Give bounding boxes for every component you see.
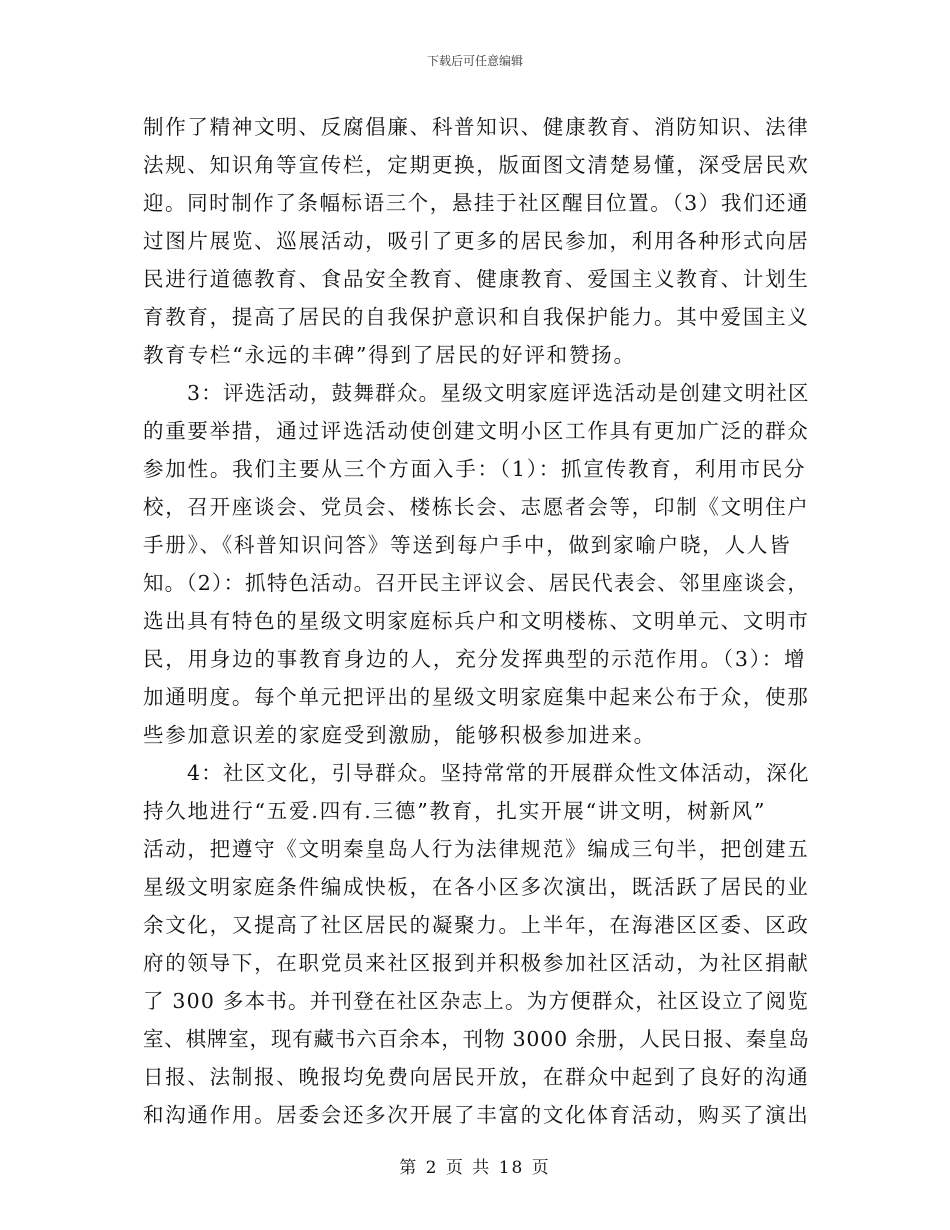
text-line: 手册》、《科普知识问答》等送到每户手中，做到家喻户晓，人人皆 xyxy=(143,533,792,557)
text-line: 日报、法制报、晚报均免费向居民开放，在群众中起到了良好的沟通 xyxy=(143,1065,810,1089)
text-line: 民，用身边的事教育身边的人，充分发挥典型的示范作用。（3）：增 xyxy=(143,647,807,671)
text-line: 室、棋牌室，现有藏书六百余本，刊物 3000 余册，人民日报、秦皇岛 xyxy=(143,1027,810,1051)
text-line: 些参加意识差的家庭受到激励，能够积极参加进来。 xyxy=(143,723,656,747)
text-line: 府的领导下，在职党员来社区报到并积极参加社区活动，为社区捐献 xyxy=(143,951,810,975)
text-line: 的重要举措，通过评选活动使创建文明小区工作具有更加广泛的群众 xyxy=(143,419,810,443)
text-line: 活动，把遵守《文明秦皇岛人行为法律规范》编成三句半，把创建五 xyxy=(143,837,810,861)
text-line: 加通明度。每个单元把评出的星级文明家庭集中起来公布于众，使那 xyxy=(143,685,810,709)
text-line: 过图片展览、巡展活动，吸引了更多的居民参加，利用各种形式向居 xyxy=(143,229,810,253)
text-line: 法规、知识角等宣传栏，定期更换，版面图文清楚易懂，深受居民欢 xyxy=(143,153,810,177)
text-line: 校，召开座谈会、党员会、楼栋长会、志愿者会等，印制《文明住户 xyxy=(143,495,810,519)
text-line: 和沟通作用。居委会还多次开展了丰富的文化体育活动，购买了演出 xyxy=(143,1103,810,1127)
text-line: 持久地进行“五爱.四有.三德”教育，扎实开展“讲文明，树新风” xyxy=(143,799,767,823)
text-line: 迎。同时制作了条幅标语三个，悬挂于社区醒目位置。（3）我们还通 xyxy=(143,191,810,215)
document-body xyxy=(143,108,811,1134)
text-line: 了 300 多本书。并刊登在社区杂志上。为方便群众，社区设立了阅览 xyxy=(143,989,809,1013)
text-line: 参加性。我们主要从三个方面入手：（1）：抓宣传教育，利用市民分 xyxy=(143,457,807,481)
text-line: 余文化，又提高了社区居民的凝聚力。上半年，在海港区区委、区政 xyxy=(143,913,810,937)
text-line: 星级文明家庭条件编成快板，在各小区多次演出，既活跃了居民的业 xyxy=(143,875,810,899)
text-line: 民进行道德教育、食品安全教育、健康教育、爱国主义教育、计划生 xyxy=(143,267,810,291)
page-footer: 第 2 页 共 18 页 xyxy=(399,1158,551,1178)
paragraph-first-line: 3：评选活动，鼓舞群众。星级文明家庭评选活动是创建文明社区 xyxy=(187,381,810,405)
page-header: 下载后可任意编辑 xyxy=(426,54,523,68)
text-line: 教育专栏“永远的丰碑”得到了居民的好评和赞扬。 xyxy=(143,343,636,367)
text-line: 知。（2）：抓特色活动。召开民主评议会、居民代表会、邻里座谈会， xyxy=(143,571,810,595)
text-line: 选出具有特色的星级文明家庭标兵户和文明楼栋、文明单元、文明市 xyxy=(143,609,810,633)
text-line: 制作了精神文明、反腐倡廉、科普知识、健康教育、消防知识、法律 xyxy=(143,115,810,139)
text-line: 育教育，提高了居民的自我保护意识和自我保护能力。其中爱国主义 xyxy=(143,305,810,329)
paragraph-first-line: 4：社区文化，引导群众。坚持常常的开展群众性文体活动，深化 xyxy=(187,761,810,785)
